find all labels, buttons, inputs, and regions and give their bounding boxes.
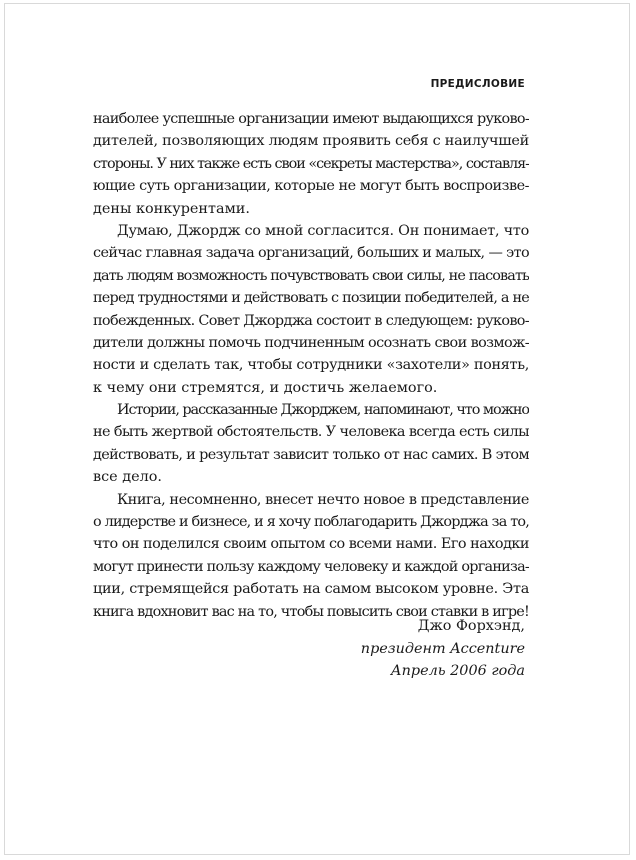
text-line: Думаю, Джордж со мной согласится. Он понимает, что (117, 222, 529, 239)
paragraph-3 (93, 399, 529, 489)
text-line: дители должны помочь подчиненным осознать свои возмож- (93, 334, 529, 351)
signature-date: Апрель 2006 года (390, 663, 525, 680)
text-line: действовать, и результат зависит только от нас самих. В этом (93, 446, 529, 463)
body-text (93, 108, 529, 623)
text-line: книга вдохновит вас на то, чтобы повысить свои ставки в игре! (93, 603, 529, 620)
signature-title: президент Accenture (360, 640, 525, 657)
text-line: что он поделился своим опытом со всеми нами. Его находки (93, 536, 529, 553)
text-line: побежденных. Совет Джорджа состоит в следующем: руково- (93, 312, 529, 329)
text-line: сейчас главная задача организаций, больших и малых, — это (93, 245, 529, 262)
text-line: перед трудностями и действовать с позиции победителей, а не (93, 290, 529, 307)
text-line: Истории, рассказанные Джорджем, напоминают, что можно (117, 402, 529, 419)
paragraph-2 (93, 220, 529, 399)
running-head: ПРЕДИСЛОВИЕ (430, 78, 525, 90)
text-line: не быть жертвой обстоятельств. У человека всегда есть силы (93, 424, 529, 441)
text-line: ности и сделать так, чтобы сотрудники «захотели» понять, (93, 357, 529, 374)
text-line: ции, стремящейся работать на самом высоком уровне. Эта (93, 581, 529, 598)
text-line: к чему они стремятся, и достичь желаемого. (93, 379, 438, 396)
paragraph-4 (93, 489, 529, 623)
paragraph-1 (93, 108, 529, 220)
text-line: могут принести пользу каждому человеку и каждой организа- (93, 558, 529, 575)
text-line: дителей, позволяющих людям проявить себя с наилучшей (93, 133, 529, 150)
text-line: о лидерстве и бизнесе, и я хочу поблагодарить Джорджа за то, (93, 514, 529, 531)
text-line: стороны. У них также есть свои «секреты мастерства», составля- (93, 155, 529, 172)
book-page (4, 3, 630, 855)
text-line: все дело. (93, 469, 163, 486)
text-line: Книга, несомненно, внесет нечто новое в представление (117, 491, 529, 508)
signature-block (361, 615, 525, 683)
text-line: наиболее успешные организации имеют выдающихся руково- (93, 111, 529, 127)
text-line: ющие суть организации, которые не могут быть воспроизве- (93, 178, 529, 195)
text-line: дать людям возможность почувствовать свои силы, не пасовать (93, 267, 529, 284)
signature-name: Джо Форхэнд, (417, 618, 525, 634)
text-line: дены конкурентами. (93, 200, 250, 217)
